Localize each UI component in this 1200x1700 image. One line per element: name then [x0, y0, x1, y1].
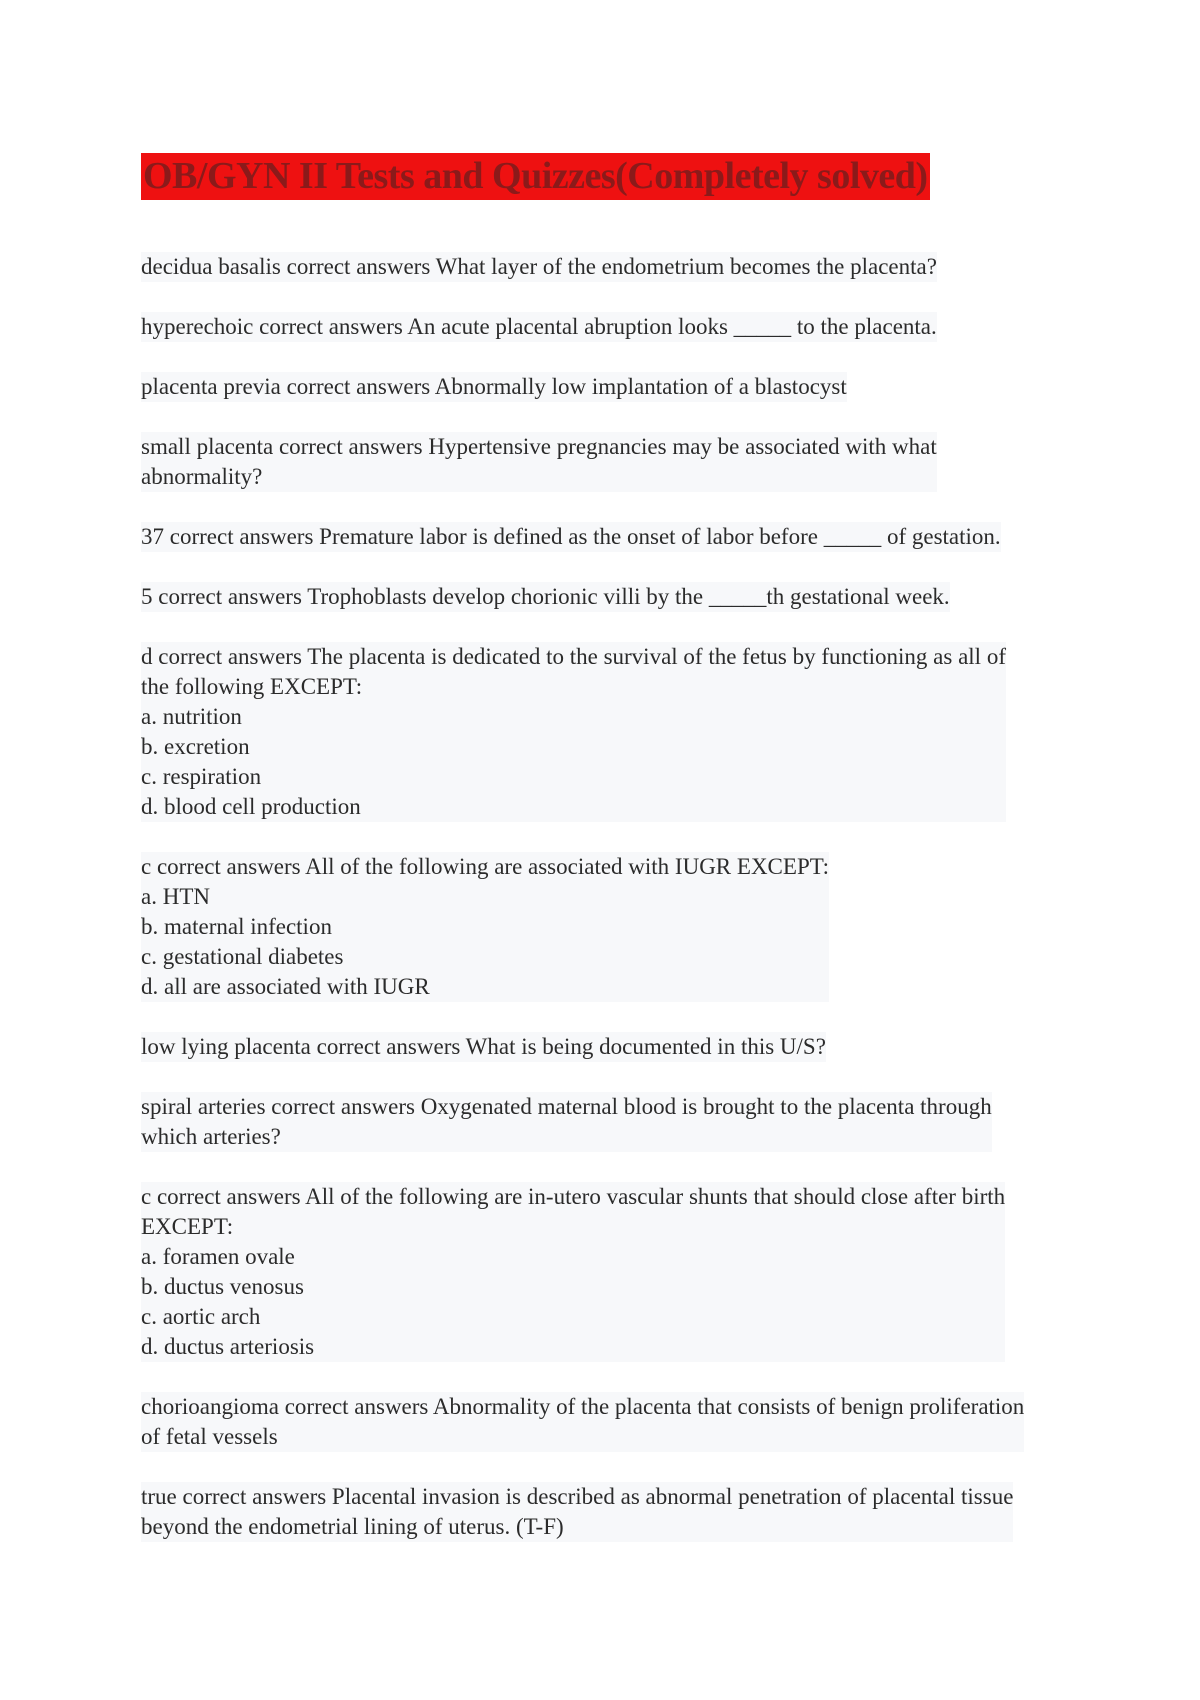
- qa-text-line: c. respiration: [141, 764, 262, 789]
- qa-question-line: small placenta correct answers Hypertensive pregnancies may be associated with what: [141, 434, 937, 459]
- qa-item: [141, 1092, 992, 1152]
- qa-item: [141, 372, 847, 402]
- qa-item: [141, 522, 1001, 552]
- document-page: [141, 153, 1061, 1572]
- qa-text-line: b. ductus venosus: [141, 1274, 304, 1299]
- qa-item: [141, 1482, 1013, 1542]
- qa-text-line: of fetal vessels: [141, 1424, 278, 1449]
- qa-text-line: the following EXCEPT:: [141, 674, 363, 699]
- qa-text-line: beyond the endometrial lining of uterus. (T-F): [141, 1514, 564, 1539]
- qa-item: [141, 642, 1006, 822]
- qa-text-line: d. blood cell production: [141, 794, 361, 819]
- qa-question-line: true correct answers Placental invasion is described as abnormal penetration of placental tissue: [141, 1484, 1014, 1509]
- document-title: OB/GYN II Tests and Quizzes(Completely solved): [143, 155, 928, 197]
- qa-question-line: hyperechoic correct answers An acute placental abruption looks _____ to the placenta.: [141, 314, 937, 339]
- qa-text-line: a. HTN: [141, 884, 210, 909]
- qa-question-line: 5 correct answers Trophoblasts develop chorionic villi by the _____th gestational week.: [141, 584, 950, 609]
- qa-text-line: EXCEPT:: [141, 1214, 234, 1239]
- qa-item: [141, 432, 937, 492]
- qa-text-line: c. gestational diabetes: [141, 944, 344, 969]
- qa-list: [141, 252, 1061, 1542]
- title-highlight: [141, 153, 930, 200]
- qa-item: [141, 1182, 1005, 1362]
- qa-text-line: c. aortic arch: [141, 1304, 261, 1329]
- qa-question-line: placenta previa correct answers Abnormally low implantation of a blastocyst: [141, 374, 847, 399]
- qa-text-line: b. excretion: [141, 734, 250, 759]
- qa-question-line: c correct answers All of the following are in-utero vascular shunts that should close after birth: [141, 1184, 1006, 1209]
- qa-item: [141, 312, 937, 342]
- qa-text-line: abnormality?: [141, 464, 263, 489]
- qa-text-line: a. foramen ovale: [141, 1244, 295, 1269]
- qa-question-line: decidua basalis correct answers What layer of the endometrium becomes the placenta?: [141, 254, 937, 279]
- qa-question-line: low lying placenta correct answers What is being documented in this U/S?: [141, 1034, 826, 1059]
- qa-text-line: b. maternal infection: [141, 914, 332, 939]
- qa-question-line: d correct answers The placenta is dedicated to the survival of the fetus by functioning as all of: [141, 644, 1006, 669]
- qa-text-line: d. ductus arteriosis: [141, 1334, 315, 1359]
- qa-question-line: 37 correct answers Premature labor is defined as the onset of labor before _____ of gestation.: [141, 524, 1001, 549]
- qa-item: [141, 852, 829, 1002]
- qa-question-line: spiral arteries correct answers Oxygenated maternal blood is brought to the placenta through: [141, 1094, 992, 1119]
- qa-item: [141, 1392, 1024, 1452]
- qa-item: [141, 582, 950, 612]
- qa-text-line: d. all are associated with IUGR: [141, 974, 430, 999]
- qa-question-line: c correct answers All of the following are associated with IUGR EXCEPT:: [141, 854, 830, 879]
- qa-text-line: which arteries?: [141, 1124, 281, 1149]
- qa-question-line: chorioangioma correct answers Abnormality of the placenta that consists of benign proliferation: [141, 1394, 1025, 1419]
- qa-item: [141, 252, 937, 282]
- qa-item: [141, 1032, 826, 1062]
- qa-text-line: a. nutrition: [141, 704, 242, 729]
